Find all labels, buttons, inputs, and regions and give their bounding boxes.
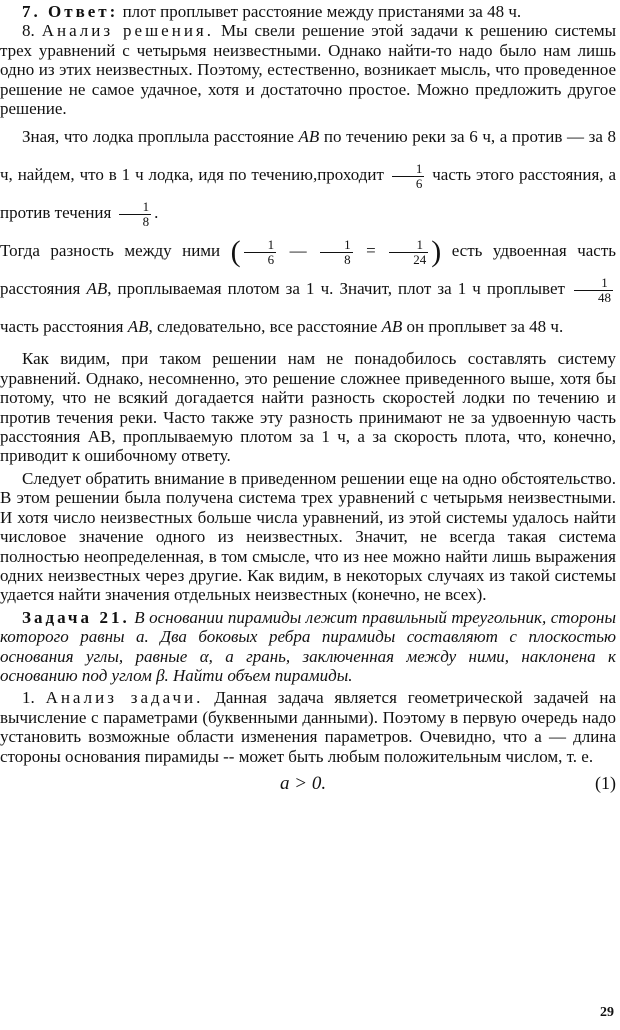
alt-segment-ab-4: AB xyxy=(381,317,403,337)
task-analysis-paragraph xyxy=(0,688,616,766)
right-paren: ) xyxy=(431,235,442,269)
alt-text-9: , следовательно, все расстояние xyxy=(148,317,382,337)
equals-sign: = xyxy=(355,241,387,261)
answer-text: плот проплывет расстояние между пристанями за 48 ч. xyxy=(118,2,522,21)
formula-expression: a > 0. xyxy=(280,772,327,794)
alt-text-7: , проплываемая плотом за 1 ч. Значит, плот за 1 ч проплывет xyxy=(107,279,572,299)
analysis-text: Мы свели решение этой задачи к решению системы трех уравнений с четырьмя неизвестными. Однако найти-то надо было нам лишь одно из этих неизвестных. Поэтому, естественно, возникает мысль, что проведенное решение не самое удачное, хотя и достаточно простое. Можно предложить другое решение. xyxy=(0,21,616,119)
alt-segment-ab-3: AB xyxy=(127,317,149,337)
alternative-solution-paragraph xyxy=(0,118,616,346)
task-analysis-text: Данная задача является геометрической задачей на вычисление с параметрами (буквенными данными). Поэтому в первую очередь надо установить возможные области изменения параметров. Очевидно, что a — длина стороны основания пирамиды -- может быть любым положительным числом, т. е. xyxy=(0,688,616,766)
alt-text-3: часть этого расстояния, а против течения xyxy=(0,165,617,223)
fraction-1-6-b: $\frac{1}{6}$ xyxy=(244,238,277,267)
alt-segment-ab-2: AB xyxy=(86,279,108,299)
alt-text-5: Тогда разность между ними xyxy=(0,241,231,261)
alt-text-4: . xyxy=(154,203,159,223)
task-21-paragraph xyxy=(0,608,616,686)
as-we-see-paragraph: Как видим, при таком решении нам не понадобилось составлять систему уравнений. Однако, несомненно, это решение сложнее приведенного выше, хотя бы потому, что не всякий догадается найти разность скоростей лодки по течению и против течения реки. Часто также эту разность принимают не за удвоенную часть расстояния AB, проплываемую плотом за 1 ч, а за скорость плота, что, конечно, приводит к ошибочному ответу. xyxy=(0,349,616,466)
note-paragraph: Следует обратить внимание в приведенном решении еще на одно обстоятельство. В этом решении была получена система трех уравнений с четырьмя неизвестными. И хотя число неизвестных больше числа уравнений, из этой системы удалось найти числовое значение одного из неизвестных. Значит, не всегда такая система полностью неопределенная, в том смысле, что из нее можно найти лишь выражения одних неизвестных через другие. Как видим, в некоторых случаях из такой системы удается найти значения отдельных неизвестных (конечно, не всех). xyxy=(0,468,616,605)
formula-number: (1) xyxy=(595,772,616,793)
task-statement: В основании пирамиды лежит правильный треугольник, стороны которого равны a. Два боковых ребра пирамиды составляют с плоскостью основания углы, равные α, а грань, заключенная между ними, наклонена к основанию под углом β. Найти объем пирамиды. xyxy=(0,607,616,685)
alt-text-6: есть удвоенная часть расстояния xyxy=(0,241,617,299)
task-analysis-number: 1. xyxy=(22,688,35,708)
formula-line xyxy=(0,770,616,800)
task-analysis-heading: Анализ задачи. xyxy=(45,688,204,708)
answer-paragraph xyxy=(0,2,616,21)
page-text xyxy=(0,2,616,800)
fraction-1-8-b: $\frac{1}{8}$ xyxy=(320,238,353,267)
fraction-1-8: $\frac{1}{8}$ xyxy=(119,200,152,229)
alt-text-1: Зная, что лодка проплыла расстояние xyxy=(22,127,299,147)
minus-sign: — xyxy=(279,241,318,261)
alt-text-2: по течению реки за 6 ч, а против — за 8 ч, найдем, что в 1 ч лодка, идя по течению,проходит xyxy=(0,127,616,185)
alt-segment-ab: AB xyxy=(298,127,320,147)
page-number: 29 xyxy=(600,1004,614,1020)
analysis-heading: Анализ решения. xyxy=(41,21,214,41)
fraction-1-6: $\frac{1}{6}$ xyxy=(392,162,425,191)
answer-label: 7. Ответ: xyxy=(22,2,119,21)
alt-text-8: часть расстояния xyxy=(0,317,128,337)
task-label: Задача 21. xyxy=(22,607,130,627)
analysis-number: 8. xyxy=(22,21,35,41)
left-paren: ( xyxy=(230,235,241,269)
analysis-paragraph xyxy=(0,21,616,118)
fraction-1-48: $\frac{1}{48}$ xyxy=(574,276,613,305)
fraction-1-24: $\frac{1}{24}$ xyxy=(389,238,428,267)
alt-text-10: он проплывет за 48 ч. xyxy=(402,317,564,337)
